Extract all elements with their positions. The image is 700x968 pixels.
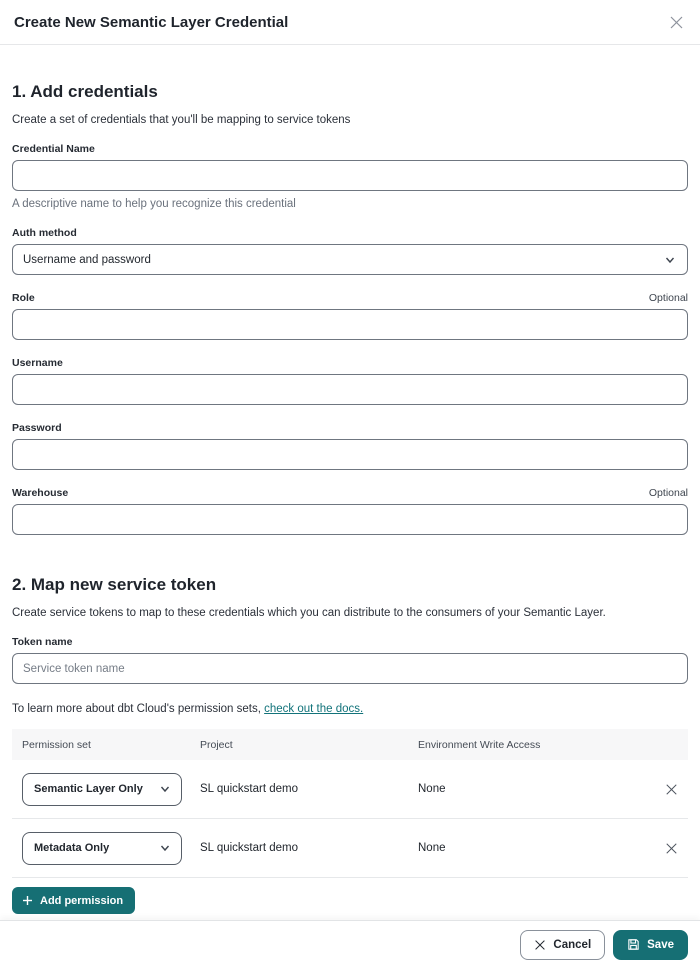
token-name-input[interactable]: [12, 653, 688, 684]
permission-set-select[interactable]: [22, 773, 182, 806]
permission-set-select[interactable]: [22, 832, 182, 865]
section-add-credentials-heading: 1. Add credentials: [12, 82, 158, 101]
close-icon: [534, 939, 546, 951]
environment-write-access-cell: None: [418, 783, 446, 795]
save-button-label: Save: [647, 938, 674, 951]
warehouse-label: Warehouse: [12, 487, 69, 499]
table-row: [12, 760, 688, 819]
docs-link[interactable]: check out the docs.: [264, 703, 364, 715]
add-permission-label: Add permission: [40, 894, 124, 907]
environment-write-access-cell: None: [418, 842, 446, 854]
permissions-table: [12, 729, 688, 878]
modal-header: [0, 0, 700, 45]
close-icon[interactable]: [669, 15, 684, 30]
auth-method-field: [12, 227, 688, 275]
role-optional-badge: Optional: [648, 292, 688, 304]
auth-method-label: Auth method: [12, 227, 77, 239]
credential-name-label: Credential Name: [12, 143, 95, 155]
column-header-permission-set: Permission set: [22, 738, 91, 751]
credential-name-field: [12, 143, 688, 210]
remove-row-icon[interactable]: [665, 783, 678, 796]
role-field: [12, 292, 688, 340]
warehouse-input[interactable]: [12, 504, 688, 535]
chevron-down-icon: [160, 843, 170, 853]
username-input[interactable]: [12, 374, 688, 405]
column-header-project: Project: [200, 738, 233, 751]
username-field: [12, 357, 688, 405]
password-input[interactable]: [12, 439, 688, 470]
role-label: Role: [12, 292, 35, 304]
password-field: [12, 422, 688, 470]
permission-set-selected-value: Semantic Layer Only: [34, 783, 143, 795]
plus-icon: [22, 895, 33, 906]
permission-set-selected-value: Metadata Only: [34, 842, 110, 854]
role-input[interactable]: [12, 309, 688, 340]
chevron-down-icon: [665, 255, 675, 265]
cancel-button-label: Cancel: [553, 938, 592, 951]
modal-footer: [0, 920, 700, 968]
project-cell: SL quickstart demo: [200, 842, 299, 854]
permission-docs-line: [12, 703, 688, 715]
column-header-environment-write-access: Environment Write Access: [418, 738, 541, 751]
credential-name-helper: A descriptive name to help you recognize this credential: [12, 198, 296, 210]
table-row: [12, 819, 688, 878]
section-map-token-heading: 2. Map new service token: [12, 575, 217, 594]
password-label: Password: [12, 422, 62, 434]
add-permission-button[interactable]: [12, 887, 135, 914]
cancel-button[interactable]: [520, 930, 605, 960]
project-cell: SL quickstart demo: [200, 783, 299, 795]
modal-title: Create New Semantic Layer Credential: [14, 13, 289, 31]
credential-name-input[interactable]: [12, 160, 688, 191]
warehouse-field: [12, 487, 688, 535]
warehouse-optional-badge: Optional: [648, 487, 688, 499]
token-name-field: [12, 636, 688, 684]
permissions-table-header: [12, 729, 688, 760]
permission-docs-text: To learn more about dbt Cloud's permission sets,: [12, 703, 265, 715]
modal-body: [0, 45, 700, 920]
save-button[interactable]: [613, 930, 688, 960]
section-add-credentials-description: Create a set of credentials that you'll be mapping to service tokens: [12, 114, 351, 126]
save-icon: [627, 938, 640, 951]
token-name-label: Token name: [12, 636, 73, 648]
auth-method-select[interactable]: [12, 244, 688, 275]
section-map-token-description: Create service tokens to map to these credentials which you can distribute to the consumers of your Semantic Layer.: [12, 607, 606, 619]
remove-row-icon[interactable]: [665, 842, 678, 855]
chevron-down-icon: [160, 784, 170, 794]
auth-method-selected-value: Username and password: [23, 253, 151, 266]
username-label: Username: [12, 357, 63, 369]
